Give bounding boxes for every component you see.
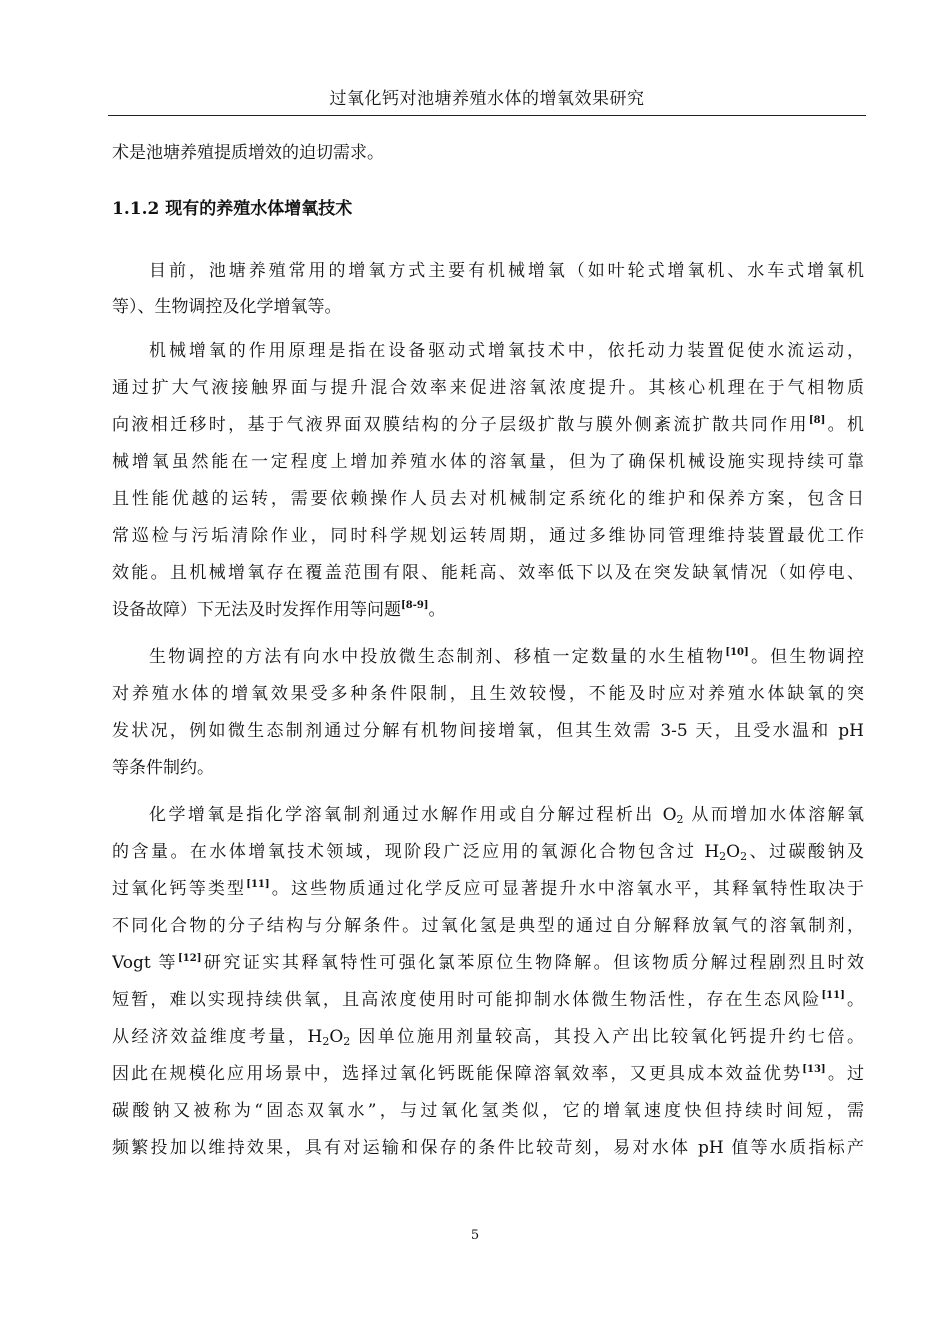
body-line: 常巡检与污垢清除作业，同时科学规划运转周期，通过多维协同管理维持装置最优工作 [112, 526, 864, 546]
body-line: 等）、生物调控及化学增氧等。 [112, 297, 342, 317]
body-line: 机械增氧的作用原理是指在设备驱动式增氧技术中，依托动力装置促使水流运动， [149, 341, 864, 361]
body-line [112, 878, 864, 900]
text-run: 。 [428, 600, 446, 620]
text-run: 。这些物质通过化学反应可显著提升水中溶氧水平，其释氧特性取决于 [269, 879, 864, 899]
body-line: 目前，池塘养殖常用的增氧方式主要有机械增氧（如叶轮式增氧机、水车式增氧机 [149, 261, 864, 281]
body-line [112, 804, 864, 826]
text-run: 向液相迁移时，基于气液界面双膜结构的分子层级扩散与膜外侧紊流扩散共同作用 [112, 415, 809, 435]
text-run: O [726, 842, 741, 862]
citation: [13] [802, 1064, 826, 1075]
body-line [112, 1063, 864, 1085]
text-run: 。机 [825, 415, 864, 435]
page-number: 5 [470, 1228, 480, 1243]
subscript: 2 [322, 1035, 330, 1048]
body-line [112, 841, 864, 863]
text-run: O [329, 1027, 344, 1047]
text-run: 。过 [825, 1064, 864, 1084]
body-line: 碳酸钠又被称为“固态双氧水”，与过氧化氢类似，它的增氧速度快但持续时间短，需 [112, 1101, 864, 1121]
header-rule [108, 115, 866, 116]
body-line [112, 1026, 864, 1048]
body-line: 对养殖水体的增氧效果受多种条件限制，且生效较慢，不能及时应对养殖水体缺氧的突 [112, 684, 864, 704]
body-line [112, 646, 864, 668]
text-run: 。 [844, 990, 864, 1010]
body-line: 频繁投加以维持效果，具有对运输和保存的条件比较苛刻，易对水体 pH 值等水质指标产 [112, 1138, 864, 1158]
body-line: 且性能优越的运转，需要依赖操作人员去对机械制定系统化的维护和保养方案，包含日 [112, 489, 864, 509]
text-run: 设备故障）下无法及时发挥作用等问题 [112, 600, 401, 620]
body-line [112, 414, 864, 436]
text-run: 化学增氧是指化学溶氧制剂通过水解作用或自分解过程析出 O [149, 805, 677, 825]
citation: [10] [725, 647, 749, 658]
text-run: Vogt 等 [112, 953, 179, 973]
citation: [8-9] [401, 600, 429, 611]
subscript: 2 [676, 813, 684, 826]
body-line: 通过扩大气液接触界面与提升混合效率来促进溶氧浓度提升。其核心机理在于气相物质 [112, 378, 864, 398]
text-run: 生物调控的方法有向水中投放微生态制剂、移植一定数量的水生植物 [149, 647, 726, 667]
text-run: 的含量。在水体增氧技术领域，现阶段广泛应用的氧源化合物包含过 H [112, 842, 720, 862]
text-run: 、过碳酸钠及 [747, 842, 864, 862]
text-run: 研究证实其释氧特性可强化氯苯原位生物降解。但该物质分解过程剧烈且时效 [201, 953, 864, 973]
citation: [8] [808, 415, 826, 426]
text-run: 过氧化钙等类型 [112, 879, 247, 899]
body-line [112, 989, 864, 1011]
body-line: 不同化合物的分子结构与分解条件。过氧化氢是典型的通过自分解释放氧气的溶氧制剂， [112, 916, 864, 936]
text-run: 因此在规模化应用场景中，选择过氧化钙既能保障溶氧效率，又更具成本效益优势 [112, 1064, 803, 1084]
subscript: 2 [740, 850, 748, 863]
page-header-title: 过氧化钙对池塘养殖水体的增氧效果研究 [329, 89, 645, 109]
citation: [12] [178, 953, 202, 964]
subscript: 2 [343, 1035, 351, 1048]
body-line [112, 599, 864, 621]
body-line: 术是池塘养殖提质增效的迫切需求。 [112, 143, 384, 163]
text-run: 。但生物调控 [748, 647, 864, 667]
body-line [112, 952, 864, 974]
body-line: 等条件制约。 [112, 758, 214, 778]
section-heading: 1.1.2 现有的养殖水体增氧技术 [112, 199, 353, 219]
text-run: 因单位施用剂量较高，其投入产出比较氧化钙提升约七倍。 [350, 1027, 864, 1047]
body-line: 械增氧虽然能在一定程度上增加养殖水体的溶氧量，但为了确保机械设施实现持续可靠 [112, 452, 864, 472]
text-run: 从而增加水体溶解氧 [683, 805, 864, 825]
subscript: 2 [719, 850, 727, 863]
citation: [11] [246, 879, 270, 890]
body-line: 效能。且机械增氧存在覆盖范围有限、能耗高、效率低下以及在突发缺氧情况（如停电、 [112, 563, 864, 583]
citation: [11] [821, 990, 845, 1001]
text-run: 短暂，难以实现持续供氧，且高浓度使用时可能抑制水体微生物活性，存在生态风险 [112, 990, 822, 1010]
body-line: 发状况，例如微生态制剂通过分解有机物间接增氧，但其生效需 3-5 天，且受水温和 pH [112, 721, 864, 741]
text-run: 从经济效益维度考量，H [112, 1027, 323, 1047]
